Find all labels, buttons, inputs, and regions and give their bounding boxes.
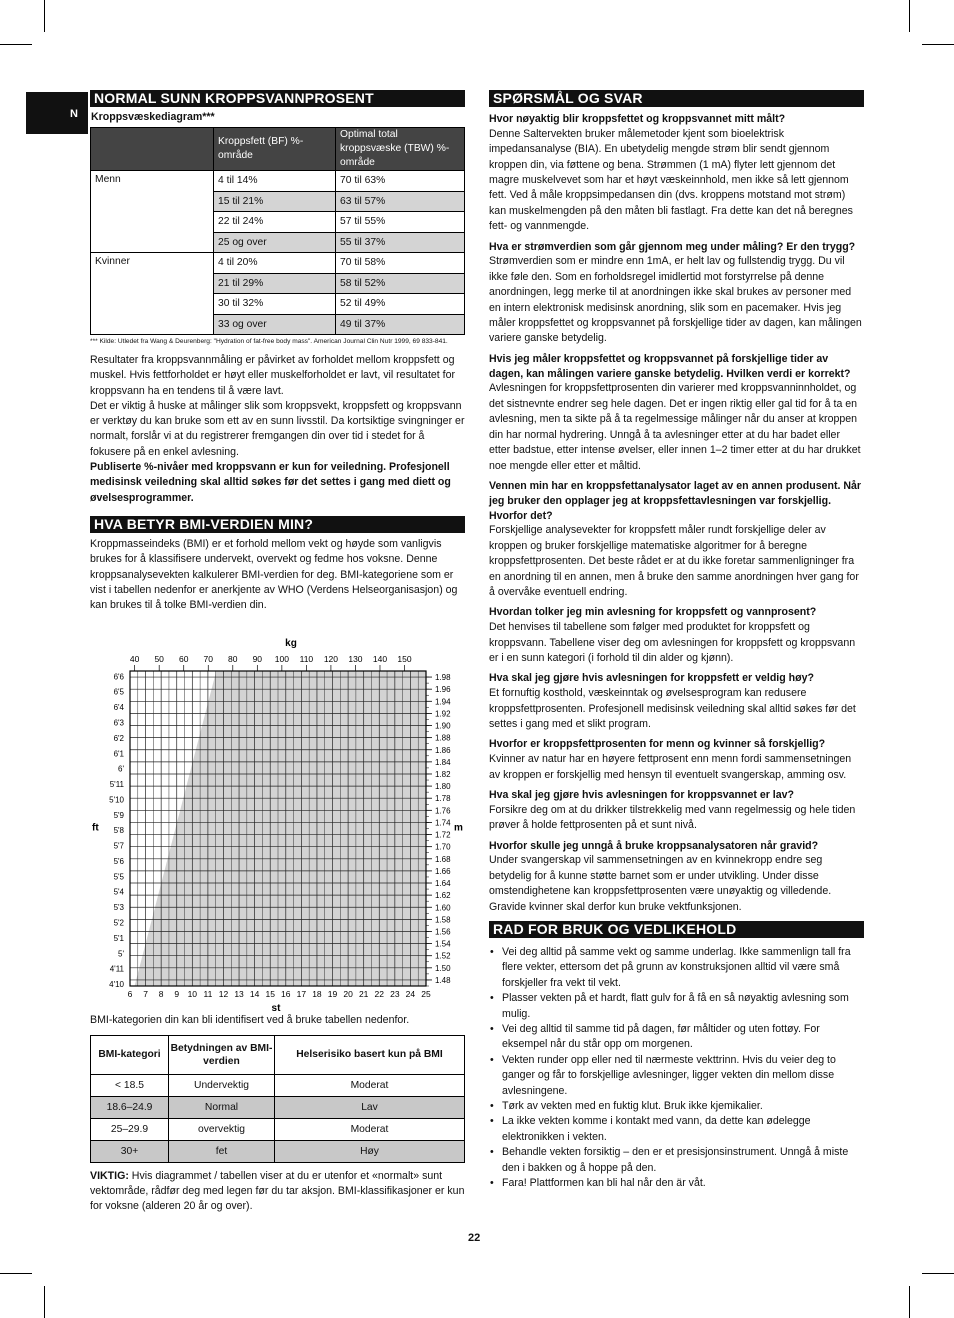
m-tick-label: 1.72 [435, 831, 451, 841]
question: Hva er strømverdien som går gjennom meg under måling? Er den trygg? [489, 240, 856, 253]
kg-tick-label: 90 [252, 654, 263, 665]
ft-tick-label: 6'3 [113, 718, 124, 728]
st-tick-label: 8 [158, 989, 164, 1000]
qa-item [489, 839, 864, 915]
ft-tick-label: 5'1 [113, 934, 124, 944]
body-fat-range: 15 til 21% [214, 191, 336, 212]
ft-tick-label: 5'3 [113, 903, 124, 913]
ft-tick-label: 5'7 [113, 842, 124, 852]
m-tick-label: 1.96 [435, 685, 451, 695]
ft-tick-label: 4'11 [109, 965, 124, 975]
section-heading-body-water: NORMAL SUNN KROPPSVANNPROSENT [90, 90, 465, 107]
question: Hvordan tolker jeg min avlesning for kroppsfett og vannprosent? [489, 606, 817, 619]
table-row [91, 1096, 465, 1118]
x-axis-label-top: kg [285, 638, 297, 650]
paragraph: Kroppmasseindeks (BMI) er et forhold mellom vekt og høyde som vanligvis brukes for å klassifisere undervekt, overvekt og fedme hos voksne. Denne kroppsanalysevekten kalkulerer BMI-verdien for deg. BMI-kategoriene som er vist i tabellen nedenfor er anerkjente av WHO (Verdens Helseorganisasjon) og kan brukes til å tolke BMI-verdien din. [90, 537, 458, 612]
crop-mark [909, 0, 910, 32]
table-cell: fet [169, 1140, 275, 1162]
answer: Forsikre deg om at du drikker tilstrekkelig med vann regelmessig og hele tiden prøver å holde fettprosenten på et sunt nivå. [489, 803, 856, 832]
body-fat-range: 21 til 29% [214, 273, 336, 294]
qa-item [489, 788, 864, 834]
ft-tick-label: 4'10 [109, 980, 124, 990]
important-note [90, 1169, 465, 1215]
m-tick-label: 1.90 [435, 721, 451, 731]
language-tab: N [26, 92, 88, 134]
table-cell: Høy [275, 1140, 465, 1162]
m-tick-label: 1.56 [435, 927, 451, 937]
y-axis-label-left: ft [92, 822, 99, 834]
answer: Kvinner av natur har en høyere fettprosent enn menn fordi sammensetningen av kroppen er forskjellig med hensyn til eventuelt svangerskap, amming osv. [489, 753, 852, 781]
m-tick-label: 1.84 [435, 758, 451, 768]
care-tip: • Behandle vekten forsiktig – den er et presisjonsinstrument. Unngå å miste den i bakken og å hoppe på den. [489, 1145, 864, 1176]
kg-tick-label: 150 [397, 654, 412, 665]
question: Hva skal jeg gjøre hvis avlesningen for kroppsvannet er lav? [489, 788, 794, 801]
body-fat-range: 4 til 20% [214, 253, 336, 274]
kg-tick-label: 40 [129, 654, 140, 665]
st-tick-label: 17 [296, 989, 307, 1000]
page-number: 22 [468, 1232, 481, 1244]
body-water-range: 52 til 49% [336, 294, 465, 315]
kg-tick-label: 120 [323, 654, 339, 665]
column-header: Helserisiko basert kun på BMI [275, 1035, 465, 1074]
table-row [91, 171, 465, 192]
st-tick-label: 14 [249, 989, 260, 1000]
st-tick-label: 19 [327, 989, 338, 1000]
m-tick-label: 1.76 [435, 806, 451, 816]
bmi-chart-svg [90, 623, 465, 1015]
body-fat-range: 33 og over [214, 314, 336, 335]
ft-tick-label: 5'9 [113, 811, 124, 821]
ft-tick-label: 6'6 [113, 672, 124, 682]
st-tick-label: 15 [265, 989, 275, 1000]
ft-tick-label: 5'6 [113, 857, 124, 867]
m-tick-label: 1.80 [435, 782, 451, 792]
kg-tick-label: 100 [274, 654, 289, 665]
table-row [91, 1074, 465, 1096]
table-cell: overvektig [169, 1118, 275, 1140]
paragraph-bold: Publiserte %-nivåer med kroppsvann er kun for veiledning. Profesjonell medisinsk veiledning skal alltid søkes før det settes i gang med diett og øvelsesprogrammer. [90, 461, 451, 504]
crop-mark [0, 1273, 32, 1274]
ft-tick-label: 5'4 [113, 888, 124, 898]
st-tick-label: 11 [203, 989, 213, 1000]
kg-tick-label: 60 [178, 654, 189, 665]
body-water-range: 70 til 58% [336, 253, 465, 274]
crop-mark [922, 1273, 954, 1274]
table-cell: Moderat [275, 1118, 465, 1140]
st-tick-label: 16 [281, 989, 291, 1000]
section-heading-care: RAD FOR BRUK OG VEDLIKEHOLD [489, 921, 864, 938]
paragraph: Det er viktig å huske at målinger slik som kroppsvekt, kroppsfett og kroppsvann er verktøy du kan bruke som ett av en sunn livsstil. Da kortsiktige svingninger er normalt, forslår vi at du registrerer fremgangen din over tid i stedet for å fokusere på en enkel avlesning. [90, 399, 465, 458]
body-water-range: 49 til 37% [336, 314, 465, 335]
body-fat-range: 22 til 24% [214, 212, 336, 233]
care-tip: • La ikke vekten komme i kontakt med vann, da dette kan ødelegge elektronikken i vekten. [489, 1114, 864, 1145]
question: Hva skal jeg gjøre hvis avlesningen for kroppsfett er veldig høy? [489, 672, 814, 685]
qa-item [489, 112, 864, 235]
st-tick-label: 9 [174, 989, 180, 1000]
table-cell: < 18.5 [91, 1074, 169, 1096]
ft-tick-label: 5'10 [109, 795, 124, 805]
kg-tick-label: 80 [228, 654, 238, 665]
m-tick-label: 1.88 [435, 734, 451, 744]
body-water-range: 63 til 57% [336, 191, 465, 212]
qa-list [489, 112, 864, 915]
qa-item [489, 671, 864, 732]
qa-item [489, 737, 864, 783]
m-tick-label: 1.52 [435, 952, 451, 962]
kg-tick-label: 50 [154, 654, 164, 665]
m-tick-label: 1.50 [435, 964, 451, 974]
answer: Avlesningen for kroppsfettprosenten din varierer med kroppsvanninnholdet, og det sistnevnte endrer seg hele dagen. Det er ingen riktig eller gal tid for å ta en avlesning, men ta sikte på å ta regelmessige målinger når du anser at kroppen din har normal hydrering. Unngå å ta avlesninger etter at du har badet eller etter badstue, etter intense øvelser, eller innen 1–2 timer etter at du har drukket noe mengde eller etter et måltid. [489, 382, 861, 472]
kg-tick-label: 110 [299, 654, 314, 665]
st-tick-label: 22 [374, 989, 384, 1000]
question: Hvor nøyaktig blir kroppsfettet og kroppsvannet mitt målt? [489, 113, 786, 125]
crop-mark [922, 44, 954, 45]
st-tick-label: 23 [390, 989, 400, 1000]
m-tick-label: 1.58 [435, 915, 451, 925]
st-tick-label: 12 [218, 989, 229, 1000]
ft-tick-label: 6' [118, 765, 124, 775]
y-axis-label-right: m [454, 822, 463, 834]
column-header: Optimal total kroppsvæske (TBW) %-område [336, 128, 465, 171]
group-label: Menn [91, 171, 214, 253]
body-water-table [90, 127, 465, 335]
care-tip: • Vekten runder opp eller ned til nærmeste vekttrinn. Hvis du veier deg to ganger og får to forskjellige avlesninger, ligger vekten din mellom disse avlesningene. [489, 1053, 864, 1099]
ft-tick-label: 6'2 [113, 734, 124, 744]
kg-tick-label: 130 [348, 654, 363, 665]
column-header: Kroppsfett (BF) %-område [214, 128, 336, 171]
st-tick-label: 21 [358, 989, 369, 1000]
care-tip: • Vei deg alltid på samme vekt og samme underlag. Ikke sammenlign tall fra flere vekter, ettersom det på grunn av konstruksjonen alltid vil være små forskjeller fra vekt til vekt. [489, 945, 864, 991]
table-cell: 25–29.9 [91, 1118, 169, 1140]
care-tip: • Plasser vekten på et hardt, flatt gulv for å få en så nøyaktig avlesning som mulig. [489, 991, 864, 1022]
table-cell: 30+ [91, 1140, 169, 1162]
ft-tick-label: 5'11 [109, 780, 124, 790]
body-water-range: 58 til 52% [336, 273, 465, 294]
st-tick-label: 25 [421, 989, 431, 1000]
m-tick-label: 1.66 [435, 867, 451, 877]
table-header-row [91, 128, 465, 171]
bmi-category-table [90, 1035, 465, 1163]
ft-tick-label: 6'1 [113, 749, 124, 759]
answer: Det henvises til tabellene som følger med produktet for kroppsfett og kroppsvann. Tabellene viser deg om avlesningen for kroppsfett og kroppsvann er i en sunn kategori (i forhold til din alder og kjønn). [489, 621, 856, 664]
care-tips-list [489, 945, 864, 1192]
crop-mark [44, 0, 45, 32]
question: Hvorfor er kroppsfettprosenten for menn og kvinner så forskjellig? [489, 738, 826, 751]
answer: Forskjellige analysevekter for kroppsfett måler rundt forskjellige deler av kroppen og bruker forskjellige matematiske algoritmer for å beregne kroppsfettprosenten. Det beste rådet er at du ikke foretar sammenligninger fra en anordning til en annen, men å bruke den samme anordningen hver gang for å overvåke eventuell endring. [489, 524, 859, 598]
table-cell: Normal [169, 1096, 275, 1118]
section-heading-qa: SPØRSMÅL OG SVAR [489, 90, 864, 107]
question: Hvis jeg måler kroppsfettet og kroppsvannet på forskjellige tider av dagen, kan målingen variere ganske betydelig. Hvilken verdi er korrekt? [489, 352, 851, 380]
source-note: *** Kilde: Utledet fra Wang & Deurenberg: "Hydration of fat-free body mass". American Journal Clin Nutr 1999, 69 833-841. [90, 338, 448, 345]
body-fat-range: 4 til 14% [214, 171, 336, 192]
table-row [91, 1140, 465, 1162]
crop-mark [44, 1286, 45, 1318]
table-cell: Undervektig [169, 1074, 275, 1096]
qa-item [489, 352, 864, 474]
qa-item [489, 240, 864, 347]
table-cell: 18.6–24.9 [91, 1096, 169, 1118]
st-tick-label: 20 [343, 989, 353, 1000]
right-column [489, 90, 864, 1192]
table-row [91, 1118, 465, 1140]
care-tip: • Vei deg alltid til samme tid på dagen, før måltider og uten fottøy. For eksempel når du står opp om morgenen. [489, 1022, 864, 1053]
st-tick-label: 24 [405, 989, 416, 1000]
body-fat-range: 30 til 32% [214, 294, 336, 315]
table-row [91, 253, 465, 274]
m-tick-label: 1.64 [435, 879, 451, 889]
column-header [91, 128, 214, 171]
st-tick-label: 13 [234, 989, 244, 1000]
note-label: VIKTIG: [90, 1169, 129, 1182]
m-tick-label: 1.54 [435, 940, 451, 950]
kg-tick-label: 140 [372, 654, 388, 665]
ft-tick-label: 6'5 [113, 688, 124, 698]
table-cell: Lav [275, 1096, 465, 1118]
m-tick-label: 1.92 [435, 709, 451, 719]
answer: Denne Saltervekten bruker målemetoder kjent som bioelektrisk impedansanalyse (BIA). En ubetydelig mengde strøm blir sendt gjennom kroppen din, via føttene og bena. Strømmen (1 mA) flyter lett gjennom det magre muskelvevet som har et høyt væskeinnhold, men ikke så lett gjennom fett. Ved å måle kroppsimpedansen din (dvs. kroppens motstand mot strøm) kan muskelmengden på den måten bli fastlagt. Fra dette kan det nå beregnes fett- og vannmengde. [489, 127, 853, 233]
st-tick-label: 7 [143, 989, 148, 1000]
paragraph: Resultater fra kroppsvannmåling er påvirket av forholdet mellom kroppsfett og muskel. Hvis fettforholdet er høyt eller muskelforholdet er lavt, vil resultatet for kroppsvann ha en tendens til å være lavt. [90, 354, 456, 397]
answer: Under svangerskap vil sammensetningen av en kvinnekropp endre seg betydelig for å kunne støtte barnet som er under utvikling. Under disse omstendighetene kan kroppsfettprosenten være unøyaktig og villedende. Gravide kvinner skal derfor kun bruke vektfunksjonen. [489, 854, 832, 913]
ft-tick-label: 6'4 [113, 703, 124, 713]
st-tick-label: 10 [187, 989, 198, 1000]
paragraph: BMI-kategorien din kan bli identifisert ved å bruke tabellen nedenfor. [90, 1014, 410, 1027]
m-tick-label: 1.86 [435, 746, 451, 756]
bmi-chart [90, 623, 465, 1015]
m-tick-label: 1.82 [435, 770, 451, 780]
table-header-row [91, 1035, 465, 1074]
ft-tick-label: 5'2 [113, 918, 124, 928]
note-text: Hvis diagrammet / tabellen viser at du er utenfor et «normalt» sunt vektområde, rådfør deg med legen før du tar aksjon. BMI-klassifikasjoner er kun for voksne (alderen 20 år og over). [90, 1169, 465, 1213]
m-tick-label: 1.62 [435, 891, 451, 901]
ft-tick-label: 5'5 [113, 872, 124, 882]
body-water-range: 70 til 63% [336, 171, 465, 192]
group-label: Kvinner [91, 253, 214, 335]
section-heading-bmi: HVA BETYR BMI-VERDIEN MIN? [90, 516, 465, 533]
qa-item [489, 479, 864, 600]
answer: Et fornuftig kosthold, væskeinntak og øvelsesprogram kan redusere kroppsfettprosenten. Profesjonell medisinsk veiledning skal alltid søkes før det settes i gang med et slikt program. [489, 687, 856, 730]
m-tick-label: 1.68 [435, 855, 451, 865]
column-header: Betydningen av BMI-verdien [169, 1035, 275, 1074]
st-tick-label: 6 [127, 989, 133, 1000]
m-tick-label: 1.98 [435, 673, 451, 683]
st-tick-label: 18 [312, 989, 322, 1000]
m-tick-label: 1.48 [435, 976, 451, 986]
m-tick-label: 1.70 [435, 843, 451, 853]
body-fat-range: 25 og over [214, 232, 336, 253]
table-cell: Moderat [275, 1074, 465, 1096]
care-tip: • Tørk av vekten med en fuktig klut. Bruk ikke kjemikalier. [489, 1099, 864, 1114]
body-water-range: 55 til 37% [336, 232, 465, 253]
crop-mark [0, 44, 32, 45]
question: Vennen min har en kroppsfettanalysator laget av en annen produsent. Når jeg bruker den opplager jeg at kroppsfettavlesningen var forskjellig. Hvorfor det? [489, 479, 862, 522]
m-tick-label: 1.78 [435, 794, 451, 804]
x-axis-label-bottom: st [271, 1003, 281, 1015]
kg-tick-label: 70 [203, 654, 213, 665]
body-water-range: 57 til 55% [336, 212, 465, 233]
ft-tick-label: 5'8 [113, 826, 124, 836]
ft-tick-label: 5' [118, 949, 124, 959]
crop-mark [909, 1286, 910, 1318]
care-tip: • Fara! Plattformen kan bli hal når den är våt. [489, 1176, 864, 1191]
column-header: BMI-kategori [91, 1035, 169, 1074]
m-tick-label: 1.74 [435, 818, 451, 828]
question: Hvorfor skulle jeg unngå å bruke kroppsanalysatoren når gravid? [489, 839, 819, 852]
table-title: Kroppsvæskediagram*** [91, 111, 215, 123]
answer: Strømverdien som er mindre enn 1mA, er helt lav og fullstendig trygg. Du vil ikke føle den. Som en forholdsregel imidlertid mot forstyrrelse på denne anordningen, legg merke til at anordningen ikke skal brukes av personer med en intern elektronisk medisinsk anordning, slik som en pacemaker. Hvis jeg måler kroppsfettet og kroppsvannet på forskjellige tider av dagen, kan målingen variere ganske betydelig. [489, 255, 862, 345]
m-tick-label: 1.94 [435, 697, 451, 707]
left-column [90, 90, 465, 1215]
m-tick-label: 1.60 [435, 903, 451, 913]
qa-item [489, 605, 864, 666]
